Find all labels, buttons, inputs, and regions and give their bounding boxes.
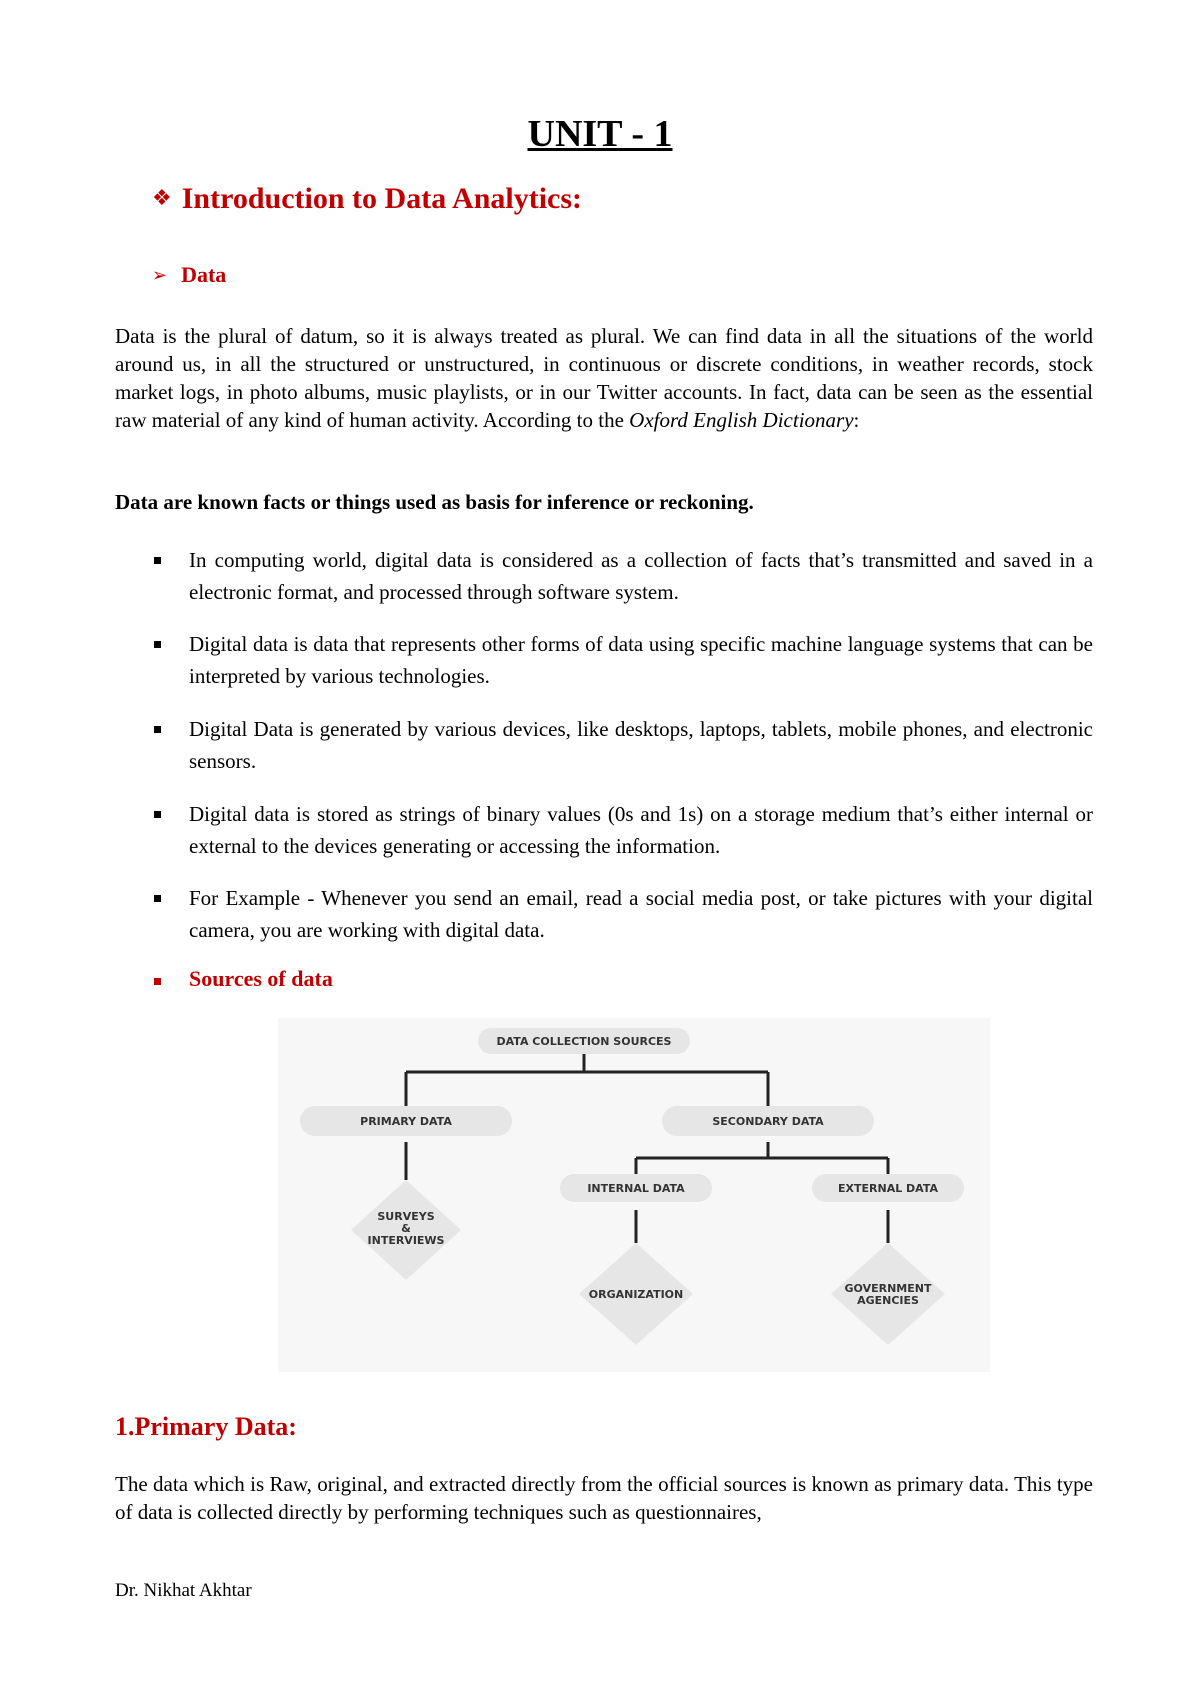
definition-text: Data are known facts or things used as basis for inference or reckoning. <box>115 490 754 514</box>
node-label-surveys: SURVEYS <box>377 1210 435 1223</box>
list-item <box>150 798 1093 862</box>
section-title: Introduction to Data Analytics: <box>181 182 583 215</box>
list-item-text: In computing world, digital data is considered as a collection of facts that’s transmitted and saved in a electronic format, and processed through software system. <box>189 548 1093 604</box>
list-item <box>150 628 1093 692</box>
list-item <box>150 544 1093 608</box>
node-label-ampersand: & <box>401 1222 411 1235</box>
node-label-external: EXTERNAL DATA <box>838 1182 938 1195</box>
square-bullet-icon <box>154 641 161 648</box>
dictionary-name: Oxford English Dictionary <box>629 408 854 432</box>
primary-data-paragraph: The data which is Raw, original, and extracted directly from the official sources is known as primary data. This type of data is collected directly by performing techniques such as questionnaires, <box>115 1472 1093 1524</box>
node-label-government: GOVERNMENT <box>844 1282 932 1295</box>
square-bullet-icon <box>154 895 161 902</box>
square-bullet-icon <box>154 726 161 733</box>
node-label-interviews: INTERVIEWS <box>367 1234 445 1247</box>
primary-data-heading: 1.Primary Data: <box>115 1412 297 1441</box>
sub-heading-title: Data <box>181 262 227 287</box>
diamond-bullet-icon: ❖ <box>152 186 172 211</box>
arrow-bullet-icon: ➢ <box>152 265 168 286</box>
list-item-text: For Example - Whenever you send an email, read a social media post, or take pictures with your digital camera, you are working with digital data. <box>189 886 1093 942</box>
list-item-text: Digital data is stored as strings of binary values (0s and 1s) on a storage medium that’s either internal or external to the devices generating or accessing the information. <box>189 802 1093 858</box>
node-label-internal: INTERNAL DATA <box>587 1182 685 1195</box>
section-heading <box>152 182 582 216</box>
list-item <box>150 882 1093 946</box>
sources-heading-text: Sources of data <box>189 966 333 991</box>
list-item-text: Digital Data is generated by various devices, like desktops, laptops, tablets, mobile phones, and electronic sensors. <box>189 717 1093 773</box>
node-label-organization: ORGANIZATION <box>588 1288 684 1301</box>
list-item-text: Digital data is data that represents other forms of data using specific machine language systems that can be interpreted by various technologies. <box>189 632 1093 688</box>
unit-title: UNIT - 1 <box>527 113 673 155</box>
intro-paragraph-end: : <box>853 408 860 432</box>
intro-paragraph <box>115 322 1093 434</box>
sub-heading-data <box>152 262 226 288</box>
square-bullet-icon <box>154 978 161 985</box>
node-label-secondary: SECONDARY DATA <box>712 1115 824 1128</box>
square-bullet-icon <box>154 811 161 818</box>
data-sources-diagram <box>278 1018 990 1372</box>
sources-heading <box>150 966 333 992</box>
intro-paragraph-text: Data is the plural of datum, so it is always treated as plural. We can find data in all the situations of the world around us, in all the structured or unstructured, in continuous or discrete conditions, in weather records, stock market logs, in photo albums, music playlists, or in our Twitter accounts. In fact, data can be seen as the essential raw material of any kind of human activity. According to the <box>115 324 1093 432</box>
node-label-primary: PRIMARY DATA <box>360 1115 452 1128</box>
list-item <box>150 713 1093 777</box>
node-label-agencies: AGENCIES <box>857 1294 919 1307</box>
node-label-root: DATA COLLECTION SOURCES <box>496 1035 672 1048</box>
footer-author: Dr. Nikhat Akhtar <box>115 1580 252 1601</box>
square-bullet-icon <box>154 557 161 564</box>
